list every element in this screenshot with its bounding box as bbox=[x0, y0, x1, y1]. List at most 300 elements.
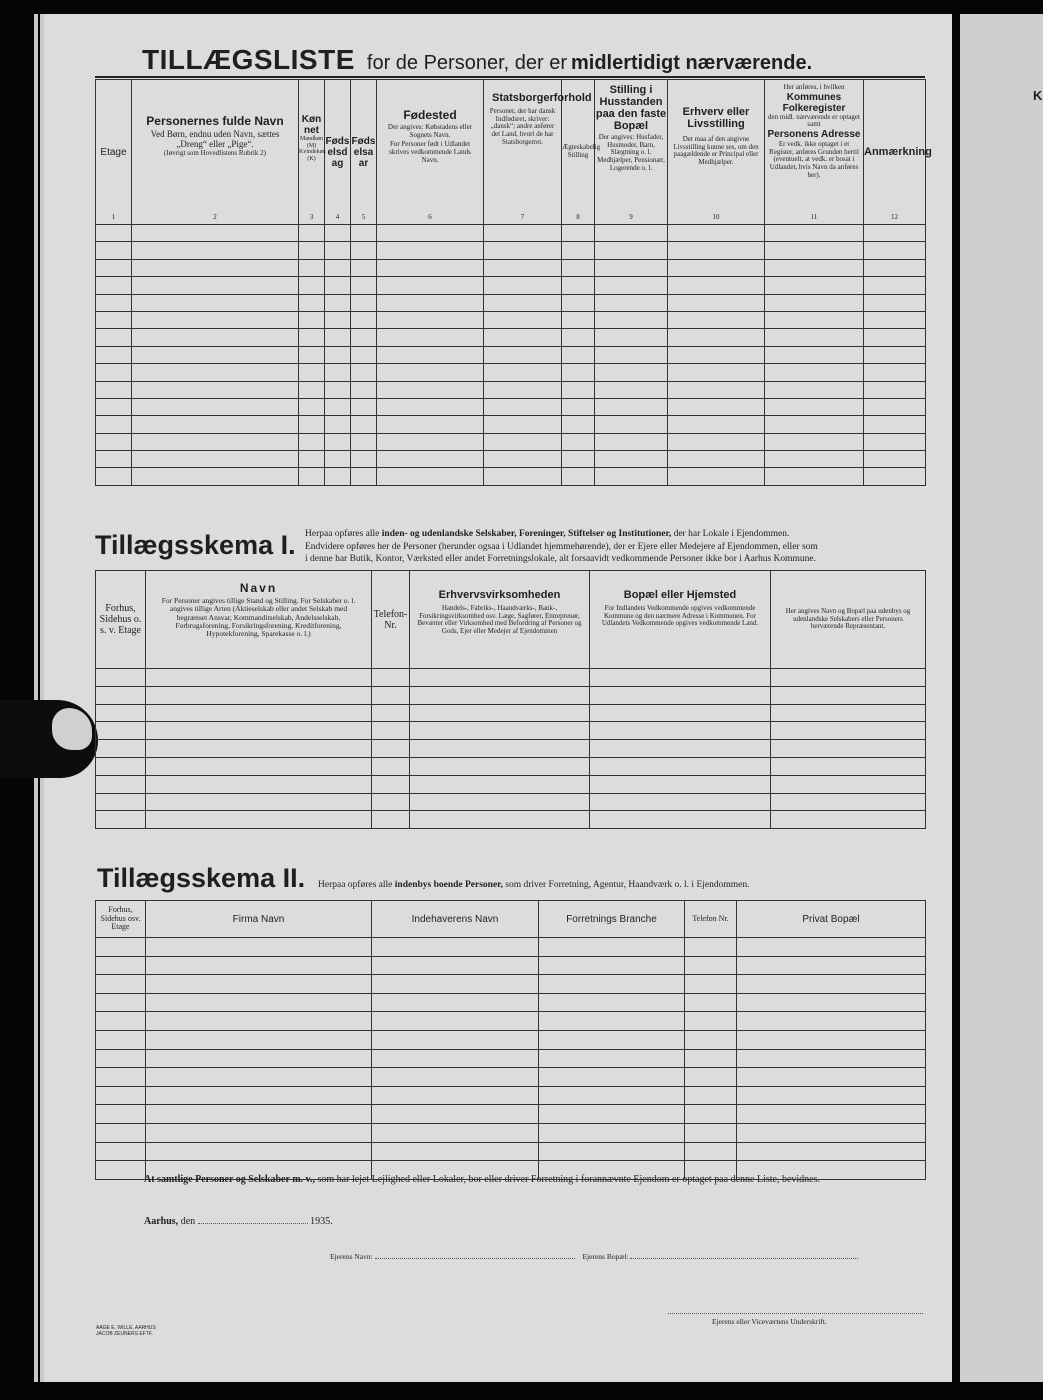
table-cell[interactable] bbox=[590, 793, 771, 811]
table-cell[interactable] bbox=[299, 416, 325, 433]
table-cell[interactable] bbox=[590, 740, 771, 758]
table-cell[interactable] bbox=[96, 1123, 146, 1142]
table-cell[interactable] bbox=[539, 1086, 685, 1105]
table-cell[interactable] bbox=[96, 1142, 146, 1161]
table-cell[interactable] bbox=[484, 329, 562, 346]
table-cell[interactable] bbox=[351, 311, 377, 328]
table-cell[interactable] bbox=[351, 364, 377, 381]
table-cell[interactable] bbox=[685, 956, 737, 975]
table-cell[interactable] bbox=[299, 398, 325, 415]
table-cell[interactable] bbox=[410, 775, 590, 793]
table-cell[interactable] bbox=[562, 329, 595, 346]
table-cell[interactable] bbox=[146, 811, 372, 829]
table-cell[interactable] bbox=[96, 793, 146, 811]
table-cell[interactable] bbox=[685, 1086, 737, 1105]
table-cell[interactable] bbox=[562, 451, 595, 468]
table-cell[interactable] bbox=[132, 225, 299, 242]
table-cell[interactable] bbox=[668, 364, 765, 381]
table-cell[interactable] bbox=[562, 381, 595, 398]
table-cell[interactable] bbox=[96, 416, 132, 433]
table-cell[interactable] bbox=[771, 793, 926, 811]
table-cell[interactable] bbox=[146, 793, 372, 811]
table-cell[interactable] bbox=[595, 416, 668, 433]
table-cell[interactable] bbox=[132, 346, 299, 363]
table-cell[interactable] bbox=[132, 259, 299, 276]
table-cell[interactable] bbox=[96, 757, 146, 775]
table-cell[interactable] bbox=[771, 757, 926, 775]
table-cell[interactable] bbox=[146, 704, 372, 722]
table-cell[interactable] bbox=[595, 242, 668, 259]
table-cell[interactable] bbox=[96, 311, 132, 328]
table-cell[interactable] bbox=[325, 225, 351, 242]
table-cell[interactable] bbox=[146, 1142, 372, 1161]
table-cell[interactable] bbox=[377, 416, 484, 433]
signature-field[interactable] bbox=[668, 1313, 923, 1314]
table-cell[interactable] bbox=[351, 225, 377, 242]
table-cell[interactable] bbox=[351, 468, 377, 485]
table-cell[interactable] bbox=[132, 381, 299, 398]
table-cell[interactable] bbox=[96, 1105, 146, 1124]
table-cell[interactable] bbox=[668, 381, 765, 398]
table-cell[interactable] bbox=[410, 811, 590, 829]
table-cell[interactable] bbox=[484, 259, 562, 276]
owner-address-field[interactable] bbox=[630, 1258, 858, 1259]
table-cell[interactable] bbox=[864, 468, 926, 485]
table-cell[interactable] bbox=[372, 938, 539, 957]
table-cell[interactable] bbox=[132, 416, 299, 433]
table-cell[interactable] bbox=[372, 1049, 539, 1068]
table-cell[interactable] bbox=[410, 704, 590, 722]
table-cell[interactable] bbox=[539, 1142, 685, 1161]
table-cell[interactable] bbox=[299, 468, 325, 485]
table-cell[interactable] bbox=[668, 225, 765, 242]
table-cell[interactable] bbox=[539, 993, 685, 1012]
table-cell[interactable] bbox=[562, 346, 595, 363]
table-cell[interactable] bbox=[372, 975, 539, 994]
table-cell[interactable] bbox=[562, 294, 595, 311]
table-cell[interactable] bbox=[685, 1049, 737, 1068]
table-cell[interactable] bbox=[539, 1030, 685, 1049]
table-cell[interactable] bbox=[377, 329, 484, 346]
table-cell[interactable] bbox=[668, 259, 765, 276]
table-cell[interactable] bbox=[146, 956, 372, 975]
table-cell[interactable] bbox=[96, 1086, 146, 1105]
table-cell[interactable] bbox=[685, 1123, 737, 1142]
table-cell[interactable] bbox=[299, 294, 325, 311]
table-cell[interactable] bbox=[590, 811, 771, 829]
date-field[interactable] bbox=[198, 1223, 308, 1224]
table-cell[interactable] bbox=[595, 294, 668, 311]
table-cell[interactable] bbox=[765, 346, 864, 363]
table-cell[interactable] bbox=[96, 346, 132, 363]
table-cell[interactable] bbox=[668, 277, 765, 294]
table-cell[interactable] bbox=[96, 468, 132, 485]
table-cell[interactable] bbox=[765, 381, 864, 398]
table-cell[interactable] bbox=[146, 1068, 372, 1087]
table-cell[interactable] bbox=[325, 364, 351, 381]
table-cell[interactable] bbox=[96, 329, 132, 346]
table-cell[interactable] bbox=[668, 451, 765, 468]
table-cell[interactable] bbox=[351, 416, 377, 433]
table-cell[interactable] bbox=[668, 416, 765, 433]
table-cell[interactable] bbox=[595, 398, 668, 415]
table-cell[interactable] bbox=[765, 294, 864, 311]
table-cell[interactable] bbox=[325, 451, 351, 468]
table-cell[interactable] bbox=[351, 381, 377, 398]
table-cell[interactable] bbox=[372, 775, 410, 793]
table-cell[interactable] bbox=[96, 277, 132, 294]
table-cell[interactable] bbox=[377, 451, 484, 468]
table-cell[interactable] bbox=[146, 1086, 372, 1105]
table-cell[interactable] bbox=[484, 468, 562, 485]
table-cell[interactable] bbox=[372, 1123, 539, 1142]
table-cell[interactable] bbox=[96, 364, 132, 381]
table-cell[interactable] bbox=[595, 451, 668, 468]
table-cell[interactable] bbox=[146, 757, 372, 775]
table-cell[interactable] bbox=[685, 1068, 737, 1087]
table-cell[interactable] bbox=[146, 1123, 372, 1142]
table-cell[interactable] bbox=[299, 242, 325, 259]
table-cell[interactable] bbox=[562, 225, 595, 242]
table-cell[interactable] bbox=[299, 364, 325, 381]
table-cell[interactable] bbox=[299, 433, 325, 450]
table-cell[interactable] bbox=[737, 1105, 926, 1124]
table-cell[interactable] bbox=[590, 722, 771, 740]
table-cell[interactable] bbox=[484, 311, 562, 328]
table-cell[interactable] bbox=[737, 1086, 926, 1105]
table-cell[interactable] bbox=[132, 311, 299, 328]
table-cell[interactable] bbox=[484, 225, 562, 242]
table-cell[interactable] bbox=[325, 294, 351, 311]
table-cell[interactable] bbox=[864, 433, 926, 450]
table-cell[interactable] bbox=[864, 364, 926, 381]
table-cell[interactable] bbox=[410, 793, 590, 811]
table-cell[interactable] bbox=[539, 1012, 685, 1031]
table-cell[interactable] bbox=[737, 1123, 926, 1142]
table-cell[interactable] bbox=[372, 993, 539, 1012]
table-cell[interactable] bbox=[410, 686, 590, 704]
table-cell[interactable] bbox=[299, 329, 325, 346]
table-cell[interactable] bbox=[96, 993, 146, 1012]
table-cell[interactable] bbox=[146, 1049, 372, 1068]
table-cell[interactable] bbox=[737, 1142, 926, 1161]
table-cell[interactable] bbox=[146, 686, 372, 704]
table-cell[interactable] bbox=[864, 311, 926, 328]
table-cell[interactable] bbox=[377, 311, 484, 328]
table-cell[interactable] bbox=[372, 686, 410, 704]
table-cell[interactable] bbox=[146, 669, 372, 687]
table-cell[interactable] bbox=[668, 468, 765, 485]
table-cell[interactable] bbox=[96, 1049, 146, 1068]
table-cell[interactable] bbox=[299, 259, 325, 276]
table-cell[interactable] bbox=[539, 1123, 685, 1142]
table-cell[interactable] bbox=[132, 433, 299, 450]
table-cell[interactable] bbox=[484, 451, 562, 468]
table-cell[interactable] bbox=[484, 416, 562, 433]
table-cell[interactable] bbox=[146, 938, 372, 957]
table-cell[interactable] bbox=[737, 1030, 926, 1049]
table-cell[interactable] bbox=[539, 956, 685, 975]
table-cell[interactable] bbox=[484, 242, 562, 259]
table-cell[interactable] bbox=[737, 956, 926, 975]
table-cell[interactable] bbox=[864, 225, 926, 242]
table-cell[interactable] bbox=[484, 433, 562, 450]
table-cell[interactable] bbox=[595, 329, 668, 346]
table-cell[interactable] bbox=[132, 451, 299, 468]
table-cell[interactable] bbox=[562, 468, 595, 485]
table-cell[interactable] bbox=[325, 433, 351, 450]
table-cell[interactable] bbox=[562, 277, 595, 294]
table-cell[interactable] bbox=[299, 225, 325, 242]
table-cell[interactable] bbox=[351, 277, 377, 294]
table-cell[interactable] bbox=[737, 938, 926, 957]
table-cell[interactable] bbox=[668, 433, 765, 450]
table-cell[interactable] bbox=[737, 993, 926, 1012]
table-cell[interactable] bbox=[410, 740, 590, 758]
table-cell[interactable] bbox=[765, 416, 864, 433]
table-cell[interactable] bbox=[372, 1086, 539, 1105]
table-cell[interactable] bbox=[372, 793, 410, 811]
table-cell[interactable] bbox=[132, 364, 299, 381]
table-cell[interactable] bbox=[562, 398, 595, 415]
table-cell[interactable] bbox=[668, 346, 765, 363]
table-cell[interactable] bbox=[765, 311, 864, 328]
table-cell[interactable] bbox=[484, 398, 562, 415]
table-cell[interactable] bbox=[351, 398, 377, 415]
table-cell[interactable] bbox=[765, 277, 864, 294]
table-cell[interactable] bbox=[377, 468, 484, 485]
table-cell[interactable] bbox=[737, 1049, 926, 1068]
table-cell[interactable] bbox=[377, 398, 484, 415]
table-cell[interactable] bbox=[146, 975, 372, 994]
table-cell[interactable] bbox=[325, 277, 351, 294]
table-cell[interactable] bbox=[668, 311, 765, 328]
table-cell[interactable] bbox=[590, 669, 771, 687]
table-cell[interactable] bbox=[372, 1105, 539, 1124]
table-cell[interactable] bbox=[132, 398, 299, 415]
table-cell[interactable] bbox=[685, 1105, 737, 1124]
table-cell[interactable] bbox=[864, 346, 926, 363]
table-cell[interactable] bbox=[765, 468, 864, 485]
table-cell[interactable] bbox=[765, 242, 864, 259]
table-cell[interactable] bbox=[372, 956, 539, 975]
table-cell[interactable] bbox=[864, 381, 926, 398]
table-cell[interactable] bbox=[864, 416, 926, 433]
table-cell[interactable] bbox=[146, 722, 372, 740]
table-cell[interactable] bbox=[146, 740, 372, 758]
table-cell[interactable] bbox=[325, 468, 351, 485]
table-cell[interactable] bbox=[765, 225, 864, 242]
table-cell[interactable] bbox=[96, 938, 146, 957]
table-cell[interactable] bbox=[325, 311, 351, 328]
table-cell[interactable] bbox=[377, 242, 484, 259]
table-cell[interactable] bbox=[372, 704, 410, 722]
table-cell[interactable] bbox=[351, 433, 377, 450]
table-cell[interactable] bbox=[737, 975, 926, 994]
table-cell[interactable] bbox=[539, 1105, 685, 1124]
table-cell[interactable] bbox=[771, 669, 926, 687]
table-cell[interactable] bbox=[299, 451, 325, 468]
table-cell[interactable] bbox=[372, 811, 410, 829]
table-cell[interactable] bbox=[562, 311, 595, 328]
table-cell[interactable] bbox=[595, 346, 668, 363]
table-cell[interactable] bbox=[765, 259, 864, 276]
table-cell[interactable] bbox=[96, 669, 146, 687]
table-cell[interactable] bbox=[595, 311, 668, 328]
table-cell[interactable] bbox=[595, 468, 668, 485]
table-cell[interactable] bbox=[96, 433, 132, 450]
table-cell[interactable] bbox=[562, 259, 595, 276]
table-cell[interactable] bbox=[410, 757, 590, 775]
table-cell[interactable] bbox=[325, 381, 351, 398]
owner-name-field[interactable] bbox=[375, 1258, 575, 1259]
table-cell[interactable] bbox=[132, 294, 299, 311]
table-cell[interactable] bbox=[132, 277, 299, 294]
table-cell[interactable] bbox=[96, 398, 132, 415]
table-cell[interactable] bbox=[864, 329, 926, 346]
table-cell[interactable] bbox=[737, 1068, 926, 1087]
table-cell[interactable] bbox=[96, 451, 132, 468]
table-cell[interactable] bbox=[146, 1012, 372, 1031]
table-cell[interactable] bbox=[372, 740, 410, 758]
table-cell[interactable] bbox=[96, 686, 146, 704]
table-cell[interactable] bbox=[685, 993, 737, 1012]
table-cell[interactable] bbox=[351, 259, 377, 276]
table-cell[interactable] bbox=[765, 398, 864, 415]
table-cell[interactable] bbox=[562, 242, 595, 259]
table-cell[interactable] bbox=[96, 225, 132, 242]
table-cell[interactable] bbox=[771, 740, 926, 758]
table-cell[interactable] bbox=[590, 704, 771, 722]
table-cell[interactable] bbox=[668, 242, 765, 259]
table-cell[interactable] bbox=[146, 775, 372, 793]
table-cell[interactable] bbox=[590, 686, 771, 704]
table-cell[interactable] bbox=[325, 242, 351, 259]
table-cell[interactable] bbox=[299, 311, 325, 328]
table-cell[interactable] bbox=[372, 1012, 539, 1031]
table-cell[interactable] bbox=[96, 1161, 146, 1180]
table-cell[interactable] bbox=[668, 398, 765, 415]
table-cell[interactable] bbox=[685, 1012, 737, 1031]
table-cell[interactable] bbox=[372, 1068, 539, 1087]
table-cell[interactable] bbox=[410, 669, 590, 687]
table-cell[interactable] bbox=[771, 775, 926, 793]
table-cell[interactable] bbox=[590, 757, 771, 775]
table-cell[interactable] bbox=[410, 722, 590, 740]
table-cell[interactable] bbox=[539, 1049, 685, 1068]
table-cell[interactable] bbox=[372, 722, 410, 740]
table-cell[interactable] bbox=[484, 346, 562, 363]
table-cell[interactable] bbox=[146, 1105, 372, 1124]
table-cell[interactable] bbox=[595, 381, 668, 398]
table-cell[interactable] bbox=[864, 277, 926, 294]
table-cell[interactable] bbox=[351, 329, 377, 346]
table-cell[interactable] bbox=[96, 294, 132, 311]
table-cell[interactable] bbox=[351, 451, 377, 468]
table-cell[interactable] bbox=[539, 975, 685, 994]
table-cell[interactable] bbox=[299, 346, 325, 363]
table-cell[interactable] bbox=[595, 433, 668, 450]
table-cell[interactable] bbox=[146, 993, 372, 1012]
table-cell[interactable] bbox=[864, 242, 926, 259]
table-cell[interactable] bbox=[351, 346, 377, 363]
table-cell[interactable] bbox=[484, 277, 562, 294]
table-cell[interactable] bbox=[685, 938, 737, 957]
table-cell[interactable] bbox=[685, 1030, 737, 1049]
table-cell[interactable] bbox=[96, 811, 146, 829]
table-cell[interactable] bbox=[377, 294, 484, 311]
table-cell[interactable] bbox=[864, 259, 926, 276]
table-cell[interactable] bbox=[595, 225, 668, 242]
table-cell[interactable] bbox=[590, 775, 771, 793]
table-cell[interactable] bbox=[325, 259, 351, 276]
table-cell[interactable] bbox=[96, 722, 146, 740]
table-cell[interactable] bbox=[96, 1030, 146, 1049]
table-cell[interactable] bbox=[377, 364, 484, 381]
table-cell[interactable] bbox=[96, 775, 146, 793]
table-cell[interactable] bbox=[562, 364, 595, 381]
table-cell[interactable] bbox=[325, 346, 351, 363]
table-cell[interactable] bbox=[771, 686, 926, 704]
table-cell[interactable] bbox=[484, 381, 562, 398]
table-cell[interactable] bbox=[377, 225, 484, 242]
table-cell[interactable] bbox=[771, 811, 926, 829]
table-cell[interactable] bbox=[765, 329, 864, 346]
table-cell[interactable] bbox=[96, 975, 146, 994]
table-cell[interactable] bbox=[377, 381, 484, 398]
table-cell[interactable] bbox=[539, 1068, 685, 1087]
table-cell[interactable] bbox=[325, 416, 351, 433]
table-cell[interactable] bbox=[765, 433, 864, 450]
table-cell[interactable] bbox=[96, 381, 132, 398]
table-cell[interactable] bbox=[96, 1012, 146, 1031]
table-cell[interactable] bbox=[864, 451, 926, 468]
table-cell[interactable] bbox=[771, 722, 926, 740]
table-cell[interactable] bbox=[377, 346, 484, 363]
table-cell[interactable] bbox=[539, 938, 685, 957]
table-cell[interactable] bbox=[595, 259, 668, 276]
table-cell[interactable] bbox=[372, 757, 410, 775]
table-cell[interactable] bbox=[595, 364, 668, 381]
table-cell[interactable] bbox=[864, 398, 926, 415]
table-cell[interactable] bbox=[96, 1068, 146, 1087]
table-cell[interactable] bbox=[484, 294, 562, 311]
table-cell[interactable] bbox=[299, 277, 325, 294]
table-cell[interactable] bbox=[668, 329, 765, 346]
table-cell[interactable] bbox=[864, 294, 926, 311]
table-cell[interactable] bbox=[372, 669, 410, 687]
table-cell[interactable] bbox=[325, 329, 351, 346]
table-cell[interactable] bbox=[377, 259, 484, 276]
table-cell[interactable] bbox=[96, 956, 146, 975]
table-cell[interactable] bbox=[685, 975, 737, 994]
table-cell[interactable] bbox=[562, 416, 595, 433]
table-cell[interactable] bbox=[765, 364, 864, 381]
table-cell[interactable] bbox=[299, 381, 325, 398]
table-cell[interactable] bbox=[351, 242, 377, 259]
table-cell[interactable] bbox=[668, 294, 765, 311]
table-cell[interactable] bbox=[96, 242, 132, 259]
table-cell[interactable] bbox=[96, 740, 146, 758]
table-cell[interactable] bbox=[132, 242, 299, 259]
table-cell[interactable] bbox=[595, 277, 668, 294]
table-cell[interactable] bbox=[377, 433, 484, 450]
table-cell[interactable] bbox=[372, 1142, 539, 1161]
table-cell[interactable] bbox=[484, 364, 562, 381]
table-cell[interactable] bbox=[685, 1142, 737, 1161]
table-cell[interactable] bbox=[132, 329, 299, 346]
table-cell[interactable] bbox=[146, 1030, 372, 1049]
